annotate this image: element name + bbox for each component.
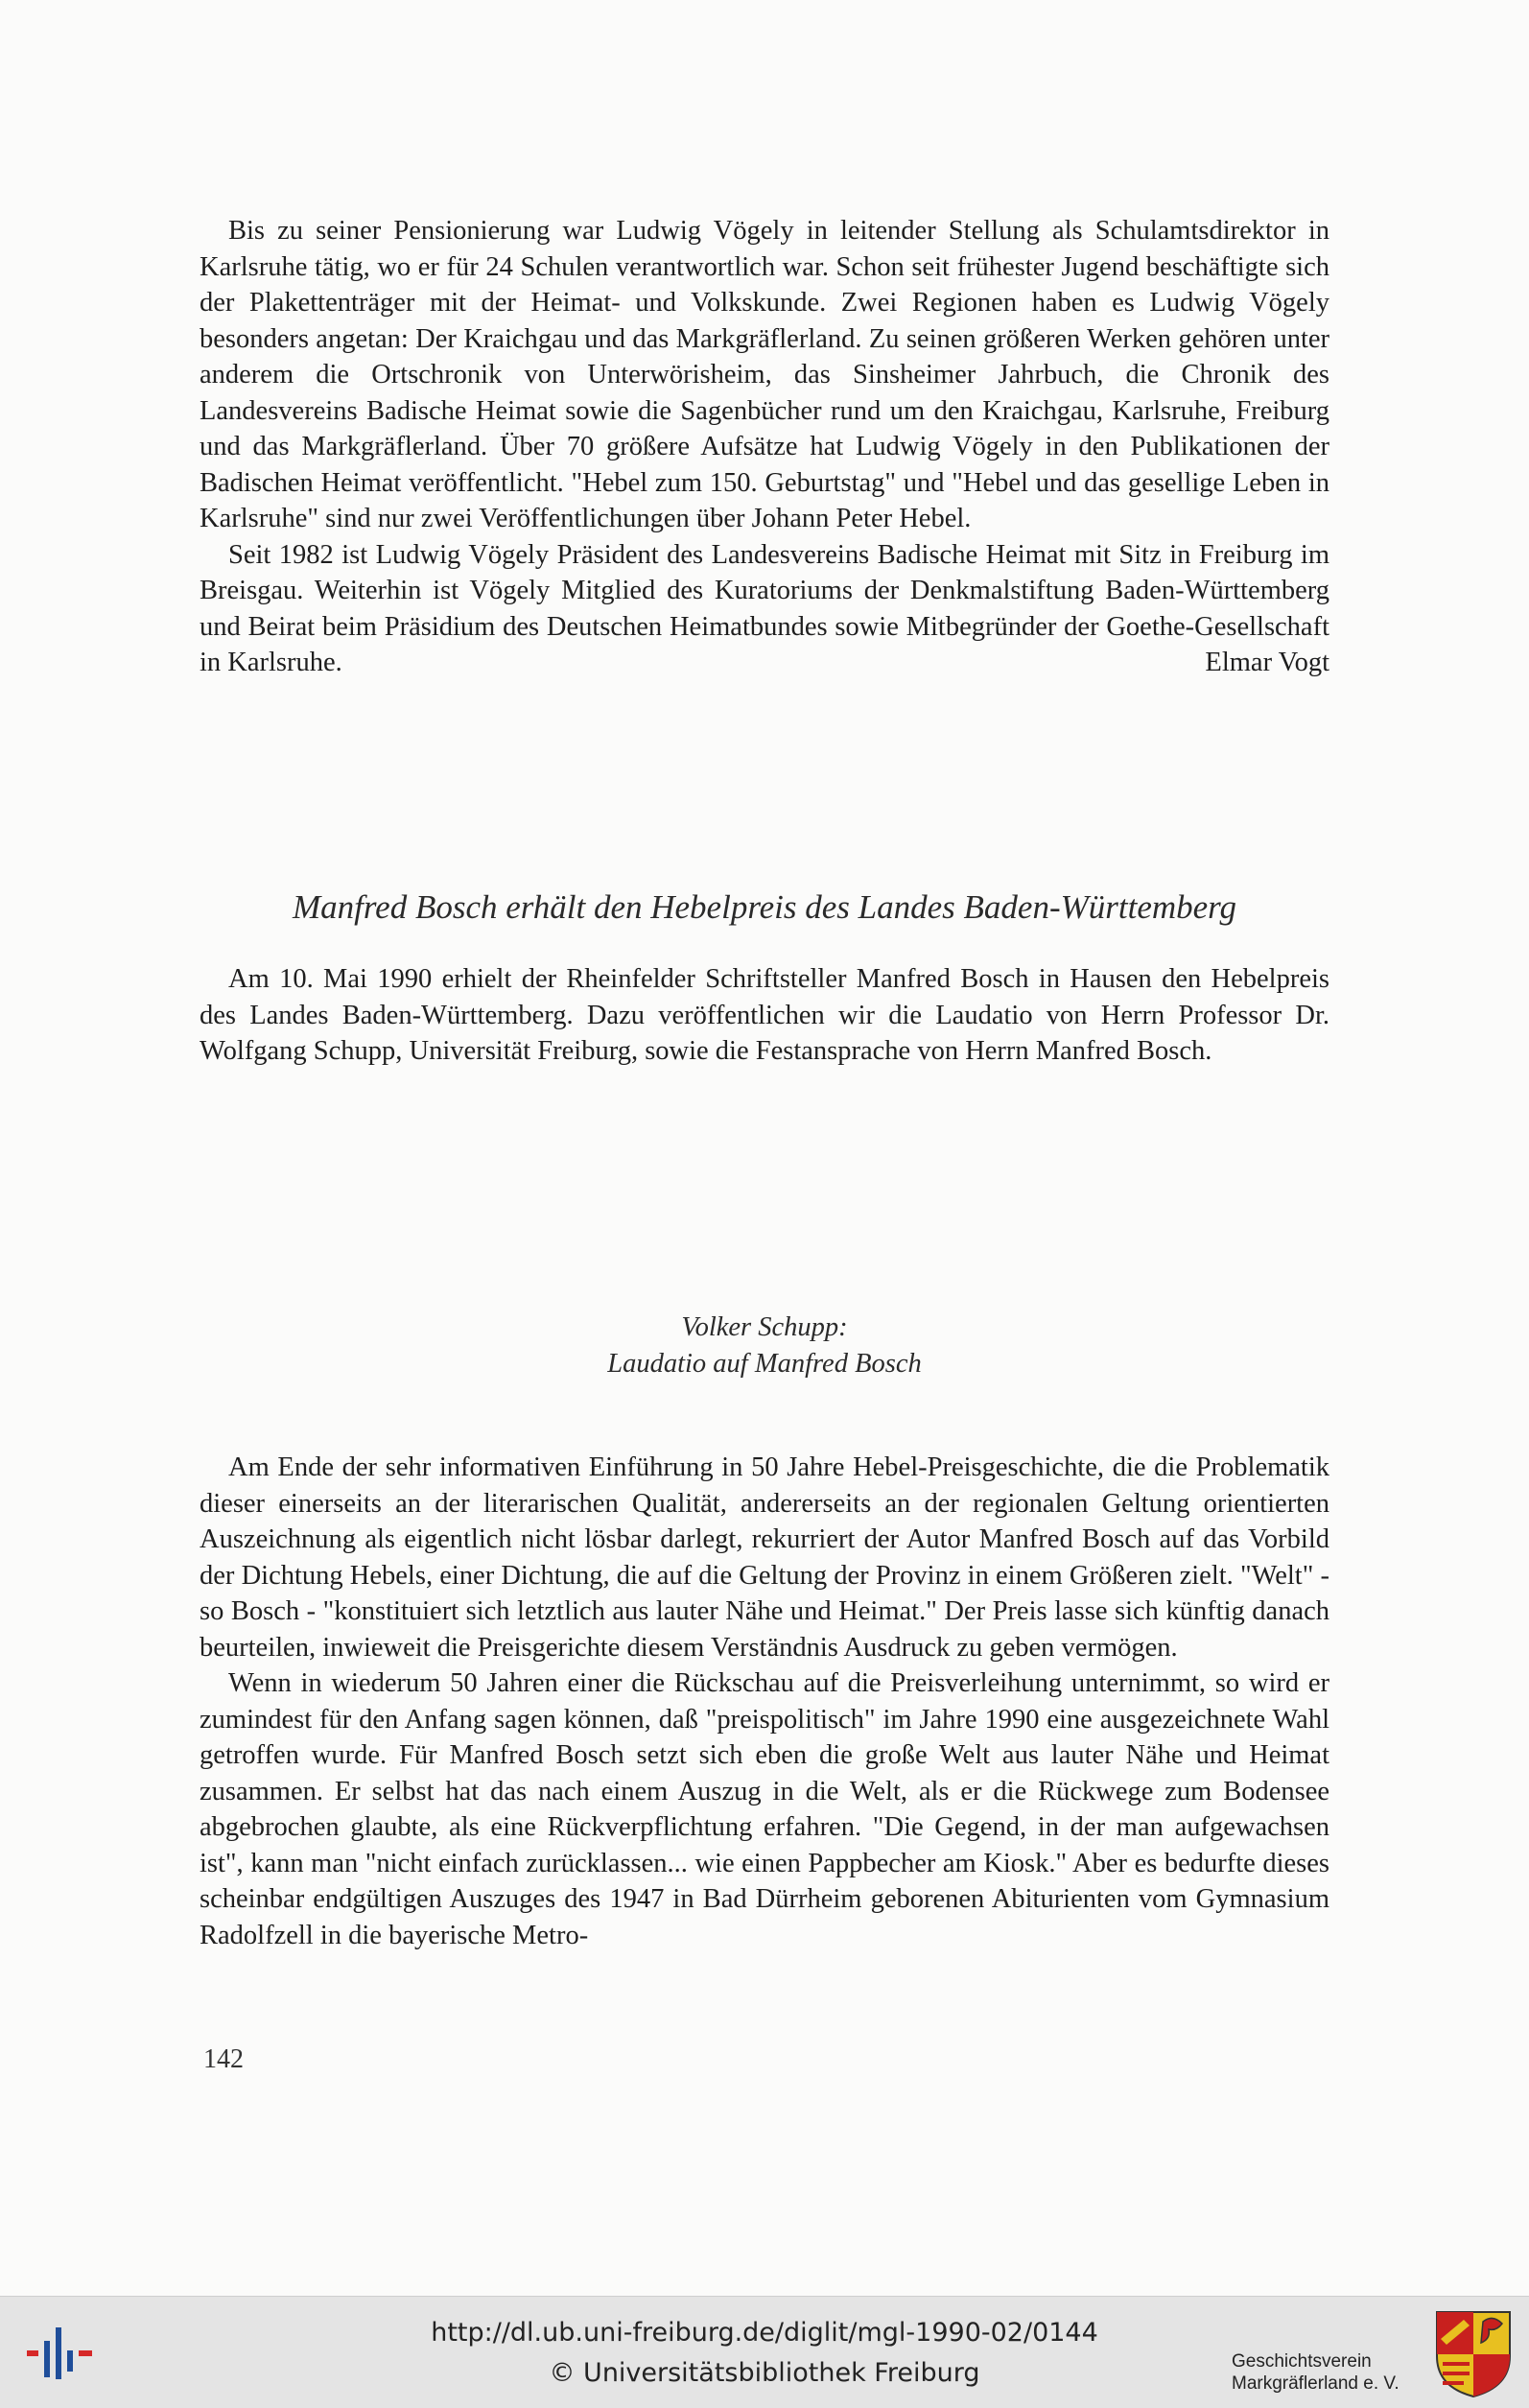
- intro-signature: Elmar Vogt: [1205, 648, 1329, 677]
- footer-org-line1: Geschichtsverein: [1232, 2351, 1372, 2372]
- footer-url-link[interactable]: http://dl.ub.uni-freiburg.de/diglit/mgl-1990-02/0144: [431, 2318, 1098, 2348]
- page-number: 142: [203, 2044, 244, 2074]
- section-paragraph: Am 10. Mai 1990 erhielt der Rheinfelder Schriftsteller Manfred Bosch in Hausen den Hebelpreis des Landes Baden-Württemberg. Dazu veröffentlichen wir die Laudatio von Herrn Professor Dr. Wolfgang Schupp, Universität Freiburg, sowie die Festansprache von Herrn Manfred Bosch.: [200, 964, 1329, 1066]
- laudatio-text: [200, 1450, 1329, 1953]
- laudatio-title: Laudatio auf Manfred Bosch: [607, 1349, 922, 1379]
- section-text: [200, 961, 1329, 1070]
- intro-text: [200, 213, 1329, 681]
- laudatio-paragraph-1: Am Ende der sehr informativen Einführung in 50 Jahre Hebel-Preisgeschichte, die die Problematik dieser einerseits an der literarischen Qualität, andererseits an der regionalen Geltung orientierten Auszeichnung als eigentlich nicht lösbar darlegt, rekurriert der Autor Manfred Bosch auf das Vorbild der Dichtung Hebels, einer Dichtung, die auf die Geltung der Provinz in einem Größeren zielt. "Welt" - so Bosch - "konstituiert sich letztlich aus lauter Nähe und Heimat." Der Preis lasse sich künftig danach beurteilen, inwieweit die Preisgerichte diesem Verständnis Ausdruck zu geben vermögen.: [200, 1452, 1329, 1663]
- footer-copyright: © Universitätsbibliothek Freiburg: [549, 2358, 980, 2388]
- section-heading: Manfred Bosch erhält den Hebelpreis des Landes Baden-Württemberg: [292, 888, 1237, 926]
- coat-of-arms-icon[interactable]: [1435, 2310, 1512, 2398]
- intro-paragraph-2: [200, 537, 1329, 681]
- footer-bar: [0, 2296, 1529, 2408]
- footer-org-line2: Markgräflerland e. V.: [1232, 2373, 1400, 2394]
- footer-organization: [1232, 2350, 1423, 2395]
- intro-paragraph-1: Bis zu seiner Pensionierung war Ludwig Vögely in leitender Stellung als Schulamtsdirektor in Karlsruhe tätig, wo er für 24 Schulen verantwortlich war. Schon seit frühester Jugend beschäftigte sich der Plakettenträger mit der Heimat- und Volkskunde. Zwei Regionen haben es Ludwig Vögely besonders angetan: Der Kraichgau und das Markgräflerland. Zu seinen größeren Werken gehören unter anderem die Ortschronik von Unterwörisheim, das Sinsheimer Jahrbuch, die Chronik des Landesvereins Badische Heimat sowie die Sagenbücher rund um den Kraichgau, Karlsruhe, Freiburg und das Markgräflerland. Über 70 größere Aufsätze hat Ludwig Vögely in den Publikationen der Badischen Heimat veröffentlicht. "Hebel zum 150. Geburtstag" und "Hebel und das gesellige Leben in Karlsruhe" sind nur zwei Veröffentlichungen über Johann Peter Hebel.: [200, 216, 1329, 533]
- laudatio-paragraph-2: Wenn in wiederum 50 Jahren einer die Rückschau auf die Preisverleihung unternimmt, so wird er zumindest für den Anfang sagen können, daß "preispolitisch" im Jahre 1990 eine ausgezeichnete Wahl getroffen wurde. Für Manfred Bosch setzt sich eben die große Welt aus lauter Nähe und Heimat zusammen. Er selbst hat das nach einem Auszug in die Welt, als er die Rückwege zum Bodensee abgebrochen glaubte, als eine Rückverpflichtung erfahren. "Die Gegend, in der man aufgewachsen ist", kann man "nicht einfach zurücklassen... wie einen Pappbecher am Kiosk." Aber es bedurfte dieses scheinbar endgültigen Auszuges des 1947 in Bad Dürrheim geborenen Abiturienten vom Gymnasium Radolfzell in die bayerische Metro-: [200, 1668, 1329, 1950]
- intro-paragraph-2-text: Seit 1982 ist Ludwig Vögely Präsident des Landesvereins Badische Heimat mit Sitz in Freiburg im Breisgau. Weiterhin ist Vögely Mitglied des Kuratoriums der Denkmalstiftung Baden-Württemberg und Beirat beim Präsidium des Deutschen Heimatbundes sowie Mitbegründer der Goethe-Gesellschaft in Karlsruhe.: [200, 539, 1329, 677]
- laudatio-author: Volker Schupp:: [681, 1312, 848, 1342]
